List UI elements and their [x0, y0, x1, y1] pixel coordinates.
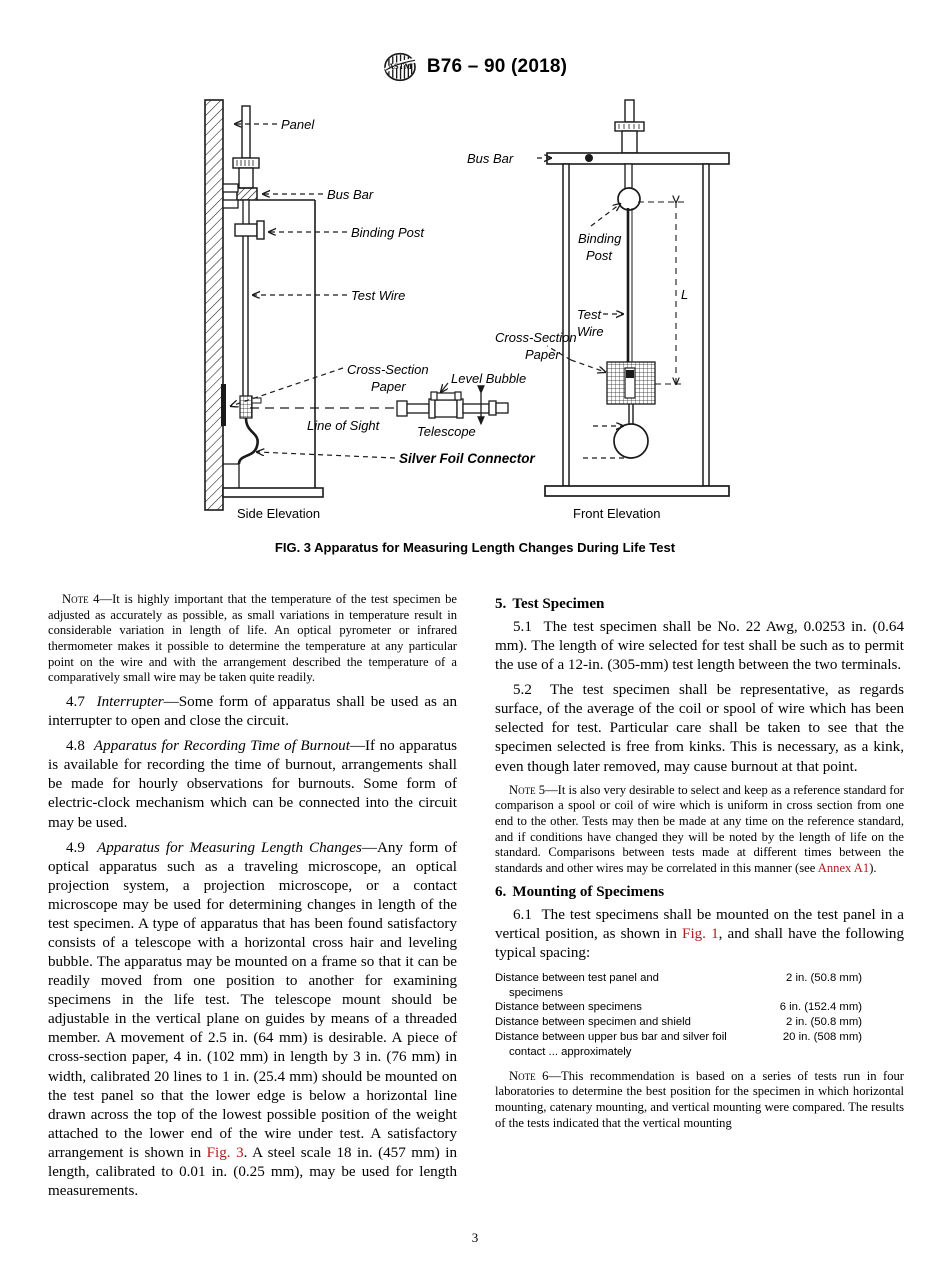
note-5-label: Note 5 [509, 782, 546, 797]
section-5-title: Test Specimen [512, 596, 605, 612]
spacing-label-cell: Distance between specimens [495, 1001, 642, 1014]
paragraph-4-9-title: Apparatus for Measuring Length Changes [96, 839, 362, 856]
right-column [495, 592, 904, 1202]
spacing-label-continuation: contact ... approximately [509, 1045, 632, 1058]
svg-text:ASTM: ASTM [387, 62, 412, 72]
spacing-value-cell: 2 in. (50.8 mm) [786, 1016, 862, 1029]
standard-designation: B76 – 90 (2018) [426, 56, 568, 77]
figure-label-bus-bar-side: Bus Bar [327, 187, 374, 202]
table-row [495, 971, 904, 1001]
paragraph-6-1-text-a: The test specimens shall be mounted on the test panel in a vertical position, as shown in [495, 906, 904, 942]
table-row [495, 1030, 904, 1060]
paragraph-4-8-number: 4.8 [66, 738, 85, 755]
paragraph-4-7 [48, 693, 457, 731]
section-6-heading [495, 884, 904, 901]
spacing-value-cell: 6 in. (152.4 mm) [779, 1001, 862, 1014]
paragraph-6-1 [495, 906, 904, 963]
figure-label-panel: Panel [281, 117, 315, 132]
figure-label-telescope: Telescope [417, 424, 476, 439]
astm-logo-icon [383, 52, 417, 82]
note-4-label: Note 4 [62, 592, 100, 606]
note-4-text: —It is highly important that the temperature of the test specimen be adjusted as accurately as possible, as small variations in temperature result in considerable variation in length of life. An optical pyrometer or infrared thermometer makes it possible to determine the temperature at any particular point on the wire and with the arrangement described the temperature of a comparatively small wire may be taken quite readily. [48, 592, 457, 685]
xref-fig-1[interactable]: Fig. 1 [682, 925, 719, 942]
figure-label-silver-foil-connector: Silver Foil Connector [399, 451, 535, 466]
page-number: 3 [471, 1230, 479, 1245]
figure-label-cross-section-front-l1: Cross-Section [495, 330, 577, 345]
figure-label-cross-section-side-l2: Paper [371, 379, 406, 394]
paragraph-5-2 [495, 681, 904, 776]
figure-label-test-wire-front-l1: Test [577, 307, 602, 322]
apparatus-diagram [195, 96, 755, 536]
note-5 [495, 783, 904, 877]
note-4 [48, 592, 457, 686]
figure-3-apparatus [0, 96, 950, 536]
table-row [495, 1015, 904, 1030]
paragraph-4-8-text: —If no apparatus is available for recording the time of burnout, arrangements shall be made for hourly observations for burnouts. Some form of electric-clock mechanism which can be connected into the circuit may be used. [48, 738, 458, 831]
paragraph-6-1-number: 6.1 [513, 906, 532, 923]
figure-side-elevation-title: Side Elevation [237, 506, 321, 521]
figure-label-test-wire-side: Test Wire [351, 288, 406, 303]
paragraph-4-7-title: Interrupter [96, 694, 164, 711]
paragraph-4-8 [48, 737, 457, 832]
figure-label-binding-post-front-l1: Binding [578, 231, 622, 246]
section-6-title: Mounting of Specimens [512, 883, 665, 900]
paragraph-5-2-text: The test specimen shall be representative, as regards surface, of the average of the coil or spool of wire which has been selected for test. Particular care shall be taken to see that the specimen selected is free from kinks. This is necessary, as a kink, even though later removed, may cause burnout at that point. [495, 682, 904, 775]
paragraph-4-9-text-a: —Any form of optical apparatus such as a traveling microscope, an optical projection system, a projection microscope, or a contact microscope may be used for determining changes in length of the test specimen. A type of apparatus that has been found satisfactory consists of a telescope with a horizontal cross hair and leveling bubble. The apparatus may be mounted on a frame so that it can be readily moved from one position to another for examining specimens in the life test. The telescope mount should be adjustable in the vertical plane on guides by means of a threaded member. A movement of 2.5 in. (64 mm) is desirable. A piece of cross-section paper, 4 in. (102 mm) in length by 3 in. (76 mm) in width, calibrated 20 lines to 1 in. (25.4 mm) should be mounted on the test panel so that the lower edge is below a horizontal line drawn across the top of the lowest possible position of the weight attached to the lower end of the wire under test. A satisfactory arrangement is shown in [48, 839, 457, 1161]
spacing-label-continuation: specimens [509, 986, 563, 999]
figure-label-binding-post-side: Binding Post [351, 225, 424, 240]
figure-label-length-dimension: L [681, 287, 689, 302]
note-6 [495, 1069, 904, 1132]
page-header [0, 52, 950, 82]
paragraph-4-8-title: Apparatus for Recording Time of Burnout [93, 738, 350, 755]
figure-label-line-of-sight: Line of Sight [307, 418, 380, 433]
paragraph-4-9-text-b: . A steel scale 18 in. (457 mm) in length, calibrated to 0.01 in. (0.25 mm), may be used for length measurements. [48, 1144, 457, 1199]
figure-label-cross-section-side-l1: Cross-Section [347, 362, 429, 377]
section-5-heading [495, 596, 904, 613]
figure-label-level-bubble: Level Bubble [451, 371, 527, 386]
paragraph-4-9 [48, 839, 457, 1201]
spacing-value-cell: 20 in. (508 mm) [782, 1031, 862, 1044]
figure-caption: FIG. 3 Apparatus for Measuring Length Changes During Life Test [274, 540, 676, 555]
paragraph-4-7-number: 4.7 [66, 694, 85, 711]
note-6-text: —This recommendation is based on a series of tests run in four laboratories to determine the best position for the specimen in which horizontal mounting, catenary mounting, and vertical mounting were compared. The results of the tests indicated that the vertical mounting [495, 1068, 904, 1130]
text-columns [48, 592, 904, 1202]
figure-front-elevation-title: Front Elevation [573, 506, 661, 521]
figure-label-binding-post-front-l2: Post [586, 248, 613, 263]
spacing-value-cell: 2 in. (50.8 mm) [786, 971, 862, 984]
figure-label-cross-section-front-l2: Paper [525, 347, 560, 362]
figure-label-bus-bar-front: Bus Bar [467, 151, 514, 166]
section-6-number: 6. [495, 883, 507, 900]
paragraph-4-9-number: 4.9 [66, 839, 85, 856]
paragraph-5-1 [495, 618, 904, 675]
note-5-text-b: ). [869, 860, 877, 875]
xref-annex-a1[interactable]: Annex A1 [817, 860, 870, 875]
paragraph-5-1-number: 5.1 [513, 619, 532, 635]
table-row [495, 1000, 904, 1015]
note-5-text-a: —It is also very desirable to select and keep as a reference standard for comparison a spool or coil of wire which is uniform in cross section from one end to the other. Tests may then be made at any time on the reference standard, and if conditions have changed they will be noted by the length of life on the standard. Comparisons between tests made at different times between the standards and other wires may be correlated in this manner (see [495, 782, 904, 875]
left-column [48, 592, 457, 1202]
paragraph-5-1-text: The test specimen shall be No. 22 Awg, 0.0253 in. (0.64 mm). The length of wire selected for test shall be such as to permit the use of a 12-in. (305-mm) test length between the two terminals. [495, 619, 904, 674]
section-5-number: 5. [495, 596, 507, 612]
note-6-label: Note 6 [509, 1068, 549, 1083]
xref-fig-3[interactable]: Fig. 3 [206, 1144, 244, 1161]
paragraph-4-7-text: —Some form of apparatus shall be used as an interrupter to open and close the circuit. [48, 694, 457, 730]
spacing-label-cell: Distance between test panel and specimens [495, 971, 757, 1001]
figure-label-test-wire-front-l2: Wire [577, 324, 604, 339]
paragraph-5-2-number: 5.2 [513, 682, 532, 699]
spacing-label-cell: Distance between specimen and shield [495, 1016, 691, 1029]
spacing-label-cell: Distance between upper bus bar and silver foil contact ... approximately [495, 1030, 757, 1060]
spacing-table [495, 971, 904, 1060]
paragraph-6-1-text-b: , and shall have the following typical spacing: [495, 925, 904, 961]
